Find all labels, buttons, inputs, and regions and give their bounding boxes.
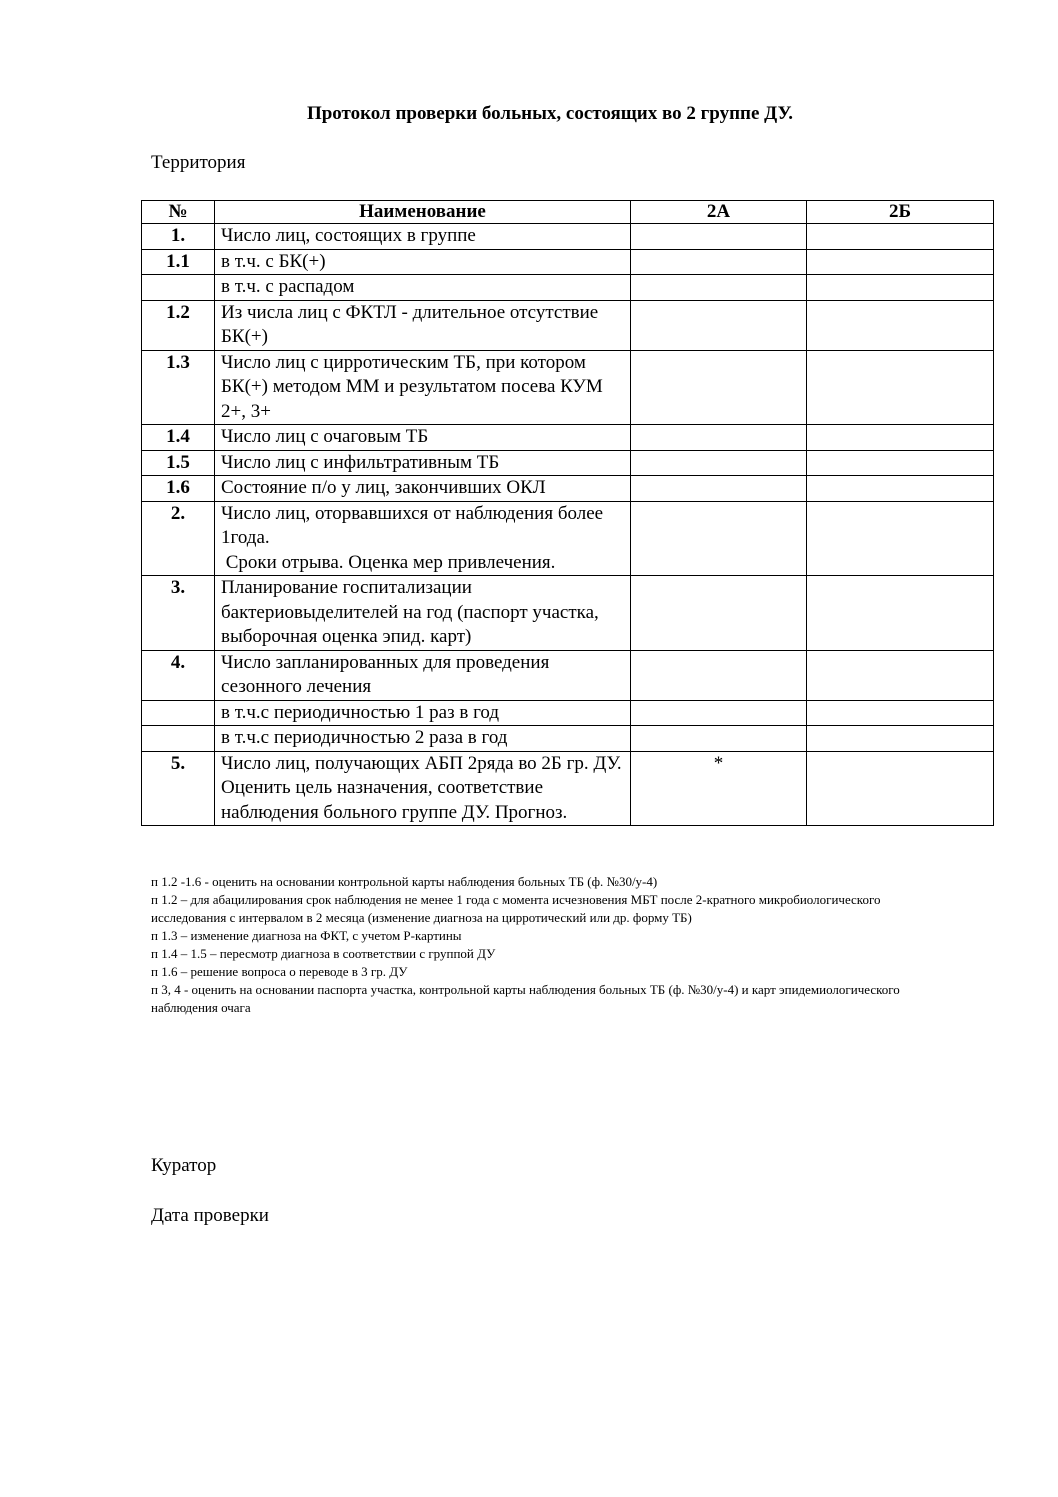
row-name: Планирование госпитализации бактериовыделителей на год (паспорт участка, выборочная оценка эпид. карт)	[215, 576, 631, 651]
row-value-2b	[807, 425, 994, 451]
row-name: в т.ч.с периодичностью 1 раз в год	[215, 700, 631, 726]
page-title: Протокол проверки больных, состоящих во 2 группе ДУ.	[306, 103, 794, 124]
footnote: п 1.3 – изменение диагноза на ФКТ, с учетом Р-картины	[151, 928, 462, 943]
row-value-2b	[807, 700, 994, 726]
row-num	[142, 700, 215, 726]
table-row	[142, 650, 994, 700]
row-value-2a	[631, 275, 807, 301]
row-value-2b	[807, 450, 994, 476]
row-num: 1.3	[142, 350, 215, 425]
row-value-2b	[807, 275, 994, 301]
header-num: №	[142, 201, 215, 224]
row-value-2a	[631, 249, 807, 275]
row-num: 5.	[142, 751, 215, 826]
row-name: Число лиц с цирротическим ТБ, при котором БК(+) методом ММ и результатом посева КУМ 2+, 3+	[215, 350, 631, 425]
row-value-2b	[807, 751, 994, 826]
row-name: в т.ч. с БК(+)	[215, 249, 631, 275]
row-value-2b	[807, 501, 994, 576]
row-name	[215, 501, 631, 576]
row-name-line: Сроки отрыва. Оценка мер привлечения.	[221, 551, 556, 573]
header-name: Наименование	[215, 201, 631, 224]
row-name: Число лиц с очаговым ТБ	[215, 425, 631, 451]
footnote: п 1.6 – решение вопроса о переводе в 3 гр. ДУ	[151, 964, 408, 979]
row-num: 1.6	[142, 476, 215, 502]
header-2a: 2А	[631, 201, 807, 224]
row-num: 1.2	[142, 300, 215, 350]
row-value-2b	[807, 476, 994, 502]
table-row	[142, 476, 994, 502]
row-num: 3.	[142, 576, 215, 651]
row-value-2a	[631, 450, 807, 476]
row-value-2a	[631, 726, 807, 752]
footnote: п 3, 4 - оценить на основании паспорта участка, контрольной карты наблюдения больных ТБ (ф. №30/у-4) и карт эпидемиологического наблюдения очага	[151, 982, 900, 1015]
table-header-row	[142, 201, 994, 224]
row-name: в т.ч. с распадом	[215, 275, 631, 301]
row-num: 4.	[142, 650, 215, 700]
table-row	[142, 249, 994, 275]
curator-label: Куратор	[151, 1155, 217, 1176]
row-value-2b	[807, 726, 994, 752]
row-num: 1.	[142, 224, 215, 250]
row-num: 1.1	[142, 249, 215, 275]
table-row	[142, 700, 994, 726]
row-num	[142, 726, 215, 752]
row-value-2a	[631, 576, 807, 651]
table-row	[142, 300, 994, 350]
check-date-label: Дата проверки	[151, 1205, 269, 1226]
row-value-2b	[807, 300, 994, 350]
row-value-2a	[631, 501, 807, 576]
header-2b: 2Б	[807, 201, 994, 224]
table-row	[142, 350, 994, 425]
row-value-2a	[631, 224, 807, 250]
row-value-2a: *	[631, 751, 807, 826]
row-value-2a	[631, 425, 807, 451]
table-row	[142, 751, 994, 826]
row-name: Число запланированных для проведения сезонного лечения	[215, 650, 631, 700]
row-value-2b	[807, 350, 994, 425]
row-value-2b	[807, 650, 994, 700]
row-name: Состояние п/о у лиц, закончивших ОКЛ	[215, 476, 631, 502]
table-row	[142, 450, 994, 476]
table-row	[142, 501, 994, 576]
row-name: Число лиц, получающих АБП 2ряда во 2Б гр. ДУ. Оценить цель назначения, соответствие наблюдения больного группе ДУ. Прогноз.	[215, 751, 631, 826]
row-value-2a	[631, 350, 807, 425]
row-value-2a	[631, 300, 807, 350]
row-num: 1.4	[142, 425, 215, 451]
row-value-2b	[807, 576, 994, 651]
row-name: в т.ч.с периодичностью 2 раза в год	[215, 726, 631, 752]
row-name: Число лиц с инфильтративным ТБ	[215, 450, 631, 476]
footnote: п 1.2 -1.6 - оценить на основании контрольной карты наблюдения больных ТБ (ф. №30/у-4)	[151, 874, 658, 889]
row-value-2a	[631, 650, 807, 700]
table-row	[142, 726, 994, 752]
row-num	[142, 275, 215, 301]
protocol-table	[141, 200, 994, 826]
table-row	[142, 425, 994, 451]
row-num: 1.5	[142, 450, 215, 476]
territory-label: Территория	[151, 152, 246, 173]
row-name: Из числа лиц с ФКТЛ - длительное отсутствие БК(+)	[215, 300, 631, 350]
footnote: п 1.4 – 1.5 – пересмотр диагноза в соответствии с группой ДУ	[151, 946, 496, 961]
row-value-2a	[631, 700, 807, 726]
footnotes	[151, 873, 941, 1017]
table-row	[142, 275, 994, 301]
row-num: 2.	[142, 501, 215, 576]
footnote: п 1.2 – для абацилирования срок наблюдения не менее 1 года с момента исчезновения МБТ после 2-кратного микробиологического исследования с интервалом в 2 месяца (изменение диагноза на цирротический или др. форму ТБ)	[151, 892, 881, 925]
row-name: Число лиц, состоящих в группе	[215, 224, 631, 250]
table-row	[142, 576, 994, 651]
row-value-2a	[631, 476, 807, 502]
table-row	[142, 224, 994, 250]
row-value-2b	[807, 224, 994, 250]
row-name-line: Число лиц, оторвавшихся от наблюдения более 1года.	[221, 502, 604, 548]
row-value-2b	[807, 249, 994, 275]
